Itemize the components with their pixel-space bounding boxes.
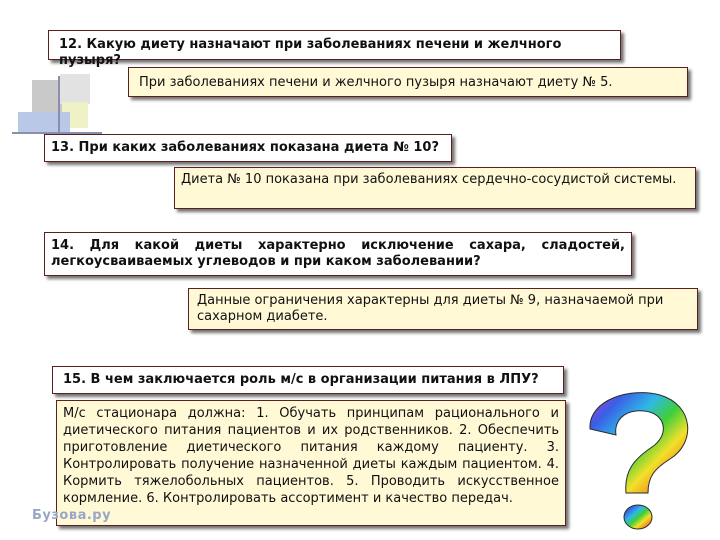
question-15-box xyxy=(52,366,564,394)
question-14-box xyxy=(44,232,632,276)
answer-14-box xyxy=(188,288,698,330)
answer-12-box xyxy=(128,67,688,97)
question-14-text: 14. Для какой диеты характерно исключение сахара, сладостей, легкоусваиваемых углеводов и при каком заболевании? xyxy=(51,238,625,269)
question-12-box xyxy=(48,30,621,68)
question-13-text: 13. При каких заболеваниях показана диета № 10? xyxy=(51,140,440,155)
answer-13-text: Диета № 10 показана при заболеваниях сердечно-сосудистой системы. xyxy=(181,172,677,187)
rainbow-question-mark-icon xyxy=(572,385,700,535)
answer-13-box xyxy=(174,167,696,209)
footer-logo: Бузова.ру xyxy=(32,508,112,523)
answer-15-box xyxy=(56,400,566,526)
answer-12-text: При заболеваниях печени и желчного пузыря назначают диету № 5. xyxy=(139,75,613,90)
question-12-text: 12. Какую диету назначают при заболеваниях печени и желчного пузыря? xyxy=(59,37,562,68)
answer-14-text: Данные ограничения характерны для диеты № 9, назначаемой при сахарном диабете. xyxy=(197,293,664,324)
answer-15-text: М/с стационара должна: 1. Обучать принципам рационального и диетического питания пациентов и их родственников. 2. Обеспечить приготовление диетического питания каждому пациенту. 3. Контролировать получение назначенной диеты каждым пациентом. 4. Кормить тяжелобольных пациентов. 5. Проводить искусственное кормление. 6. Контролировать ассортимент и качество передач. xyxy=(63,406,559,506)
question-15-text: 15. В чем заключается роль м/с в организации питания в ЛПУ? xyxy=(63,372,539,387)
question-13-box xyxy=(44,134,452,162)
